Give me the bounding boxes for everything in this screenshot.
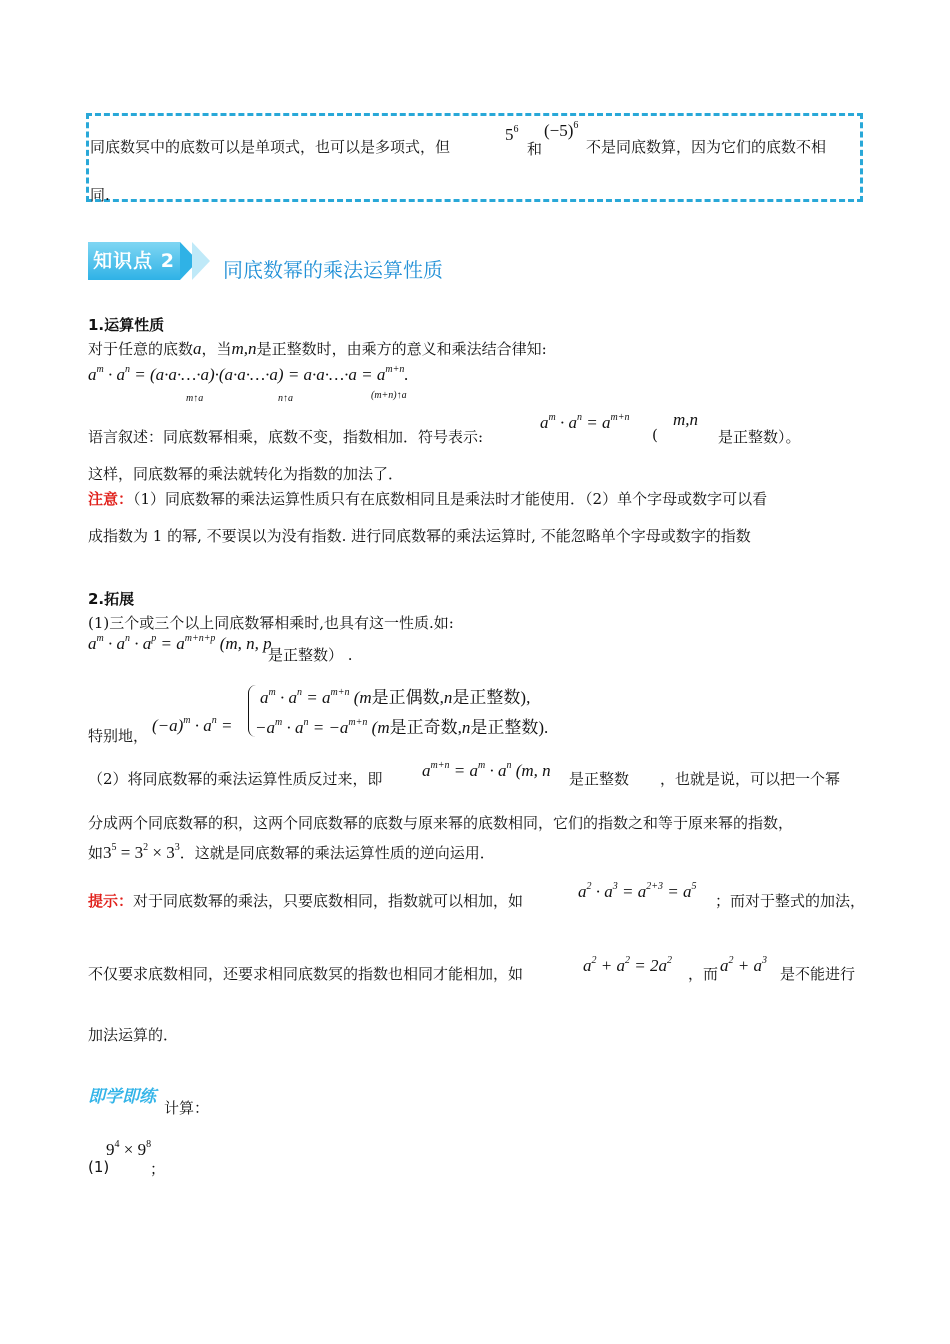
verbal-statement: 语言叙述：同底数幂相乘，底数不变，指数相加．符号表示: — [88, 428, 484, 446]
and-text: 和 — [527, 140, 543, 158]
item2-cond: 是正整数 — [569, 770, 630, 788]
conclusion: 这样，同底数幂的乘法就转化为指数的加法了． — [88, 465, 404, 483]
deriv-a: a — [88, 365, 97, 384]
rule-a1: a — [540, 413, 549, 432]
note-text: （1）同底数幂的乘法运算性质只有在底数相同且是乘法时才能使用．（2）单个字母或数字可以看 — [133, 490, 768, 508]
rule-cond-open: ( — [652, 426, 658, 444]
part2-heading: 2.拓展 — [88, 590, 135, 608]
part1-intro-b: ，当 — [201, 340, 232, 358]
underbrace-m: m↑a — [186, 393, 204, 404]
hint-line-2c: 是不能进行 — [780, 965, 856, 983]
intro-line-1b — [586, 136, 826, 157]
item2-ru: 如 — [88, 844, 104, 862]
intro-text-b: 不是同底数算，因为它们的底数不相 — [586, 138, 827, 156]
power-5-6 — [505, 125, 519, 145]
hint-line-1b: ；而对于整式的加法， — [715, 892, 866, 910]
hint-line-1 — [88, 890, 523, 911]
case1-cond2: 是正整数), — [452, 688, 531, 707]
part1-base: a — [193, 339, 202, 358]
rule-formula: $a^m \cdot a^n = a^{m+n}$ — [540, 412, 630, 432]
hint-formula-1: $a^2 \cdot a^3 = a^{2+3} = a^5$ — [578, 881, 697, 901]
hint-text-a: 对于同底数幂的乘法，只要底数相同，指数就可以相加，如 — [133, 892, 524, 910]
case-2: $-a^m \cdot a^n = -a^{m+n}$ (m是正奇数,n是正整数). — [255, 717, 549, 737]
part1-intro-c: 是正整数时，由乘方的意义和乘法结合律知: — [256, 340, 547, 358]
rule-cond-close: 是正整数）。 — [718, 428, 801, 446]
power2-exp: 6 — [573, 120, 579, 131]
case2-cond: 是正奇数, — [389, 718, 462, 737]
example-power-split: $3^5 = 3^2 \times 3^3$ — [103, 842, 180, 862]
part1-intro-a: 对于任意的底数 — [88, 340, 194, 358]
case1-cond: 是正偶数, — [371, 688, 444, 707]
triple-cond-text: 是正整数） — [268, 646, 344, 664]
power1-exp: 6 — [513, 124, 519, 135]
hint-line-2: 不仅要求底数相同，还要求相同底数冥的指数也相同才能相加，如 — [88, 965, 524, 983]
item2-line-1a: （2）将同底数幂的乘法运算性质反过来，即 — [88, 770, 383, 788]
q1-tail: ； — [150, 1160, 166, 1178]
note-line-1 — [88, 488, 767, 509]
triple-formula: $a^m \cdot a^n \cdot a^p = a^{m+n+p}$ (m, n, p — [88, 633, 272, 653]
intro-and — [527, 138, 542, 159]
power2-base: (−5) — [544, 121, 574, 140]
deriv-mid: = (a·a·…·a)·(a·a·…·a) = a·a·…·a = a — [129, 365, 386, 384]
underbrace-mn: (m+n)↑a — [371, 390, 407, 401]
rule-cond-mn: m,n — [673, 410, 699, 429]
note-label: 注意： — [88, 490, 134, 508]
practice-prompt: 计算： — [164, 1099, 210, 1117]
hint-line-3: 加法运算的． — [88, 1026, 179, 1044]
power1-base: 5 — [505, 125, 514, 144]
intro-line-2 — [90, 184, 110, 205]
triple-cond: 是正整数） . — [268, 646, 353, 664]
case2-cond2: 是正整数). — [470, 718, 549, 737]
hint-label: 提示： — [88, 892, 134, 910]
item2-line3-text: ．这就是同底数幂的乘法运算性质的逆向运用． — [179, 844, 495, 862]
part1-mn: m,n — [231, 339, 257, 358]
q1-expression: $9^4 \times 9^8$ — [106, 1139, 152, 1159]
underbrace-n: n↑a — [278, 393, 293, 404]
item2-line-1b: ，也就是说，可以把一个幂 — [660, 770, 841, 788]
item2-formula: $a^{m+n} = a^m \cdot a^n$ (m, n — [422, 760, 551, 780]
banner-arrow-light-icon — [192, 242, 210, 280]
derivation-formula: $a^m \cdot a^n$ = (a·a·…·a)·(a·a·…·a) = a·a·…·a = $a^{m+n}$. — [88, 364, 409, 384]
special-lhs: $(-a)^m \cdot a^n$ = — [152, 715, 233, 735]
part2-item1: (1)三个或三个以上同底数幂相乘时,也具有这一性质.如: — [88, 614, 454, 632]
note-line-2: 成指数为 1 的幂, 不要误以为没有指数. 进行同底数幂的乘法运算时, 不能忽略单个字母或数字的指数 — [88, 527, 751, 545]
deriv-lhs-tail: · a — [103, 365, 125, 384]
case-1: $a^m \cdot a^n = a^{m+n}$ (m是正偶数,n是正整数), — [260, 687, 531, 707]
practice-label: 即学即练 — [88, 1087, 156, 1107]
section-title: 同底数幂的乘法运算性质 — [223, 258, 443, 282]
section-tag: 知识点 2 — [88, 242, 180, 280]
intro-text-a: 同底数冥中的底数可以是单项式，也可以是多项式，但 — [90, 138, 451, 156]
intro-text-c: 同. — [90, 186, 110, 204]
hint-line-2b: ，而 — [688, 965, 719, 983]
power-neg5-6 — [544, 121, 578, 141]
special-label: 特别地， — [88, 727, 149, 745]
item2-line-3 — [88, 842, 495, 863]
intro-note-box — [86, 113, 863, 202]
item2-line-2: 分成两个同底数幂的积，这两个同底数幂的底数与原来幂的底数相同，它们的指数之和等于原来幂的指数， — [88, 814, 794, 832]
q1-label: (1) — [88, 1158, 110, 1176]
hint-formula-2: $a^2 + a^2 = 2a^2$ — [583, 955, 672, 975]
part1-heading: 1.运算性质 — [88, 316, 165, 334]
part1-intro — [88, 338, 547, 359]
intro-line-1 — [90, 136, 450, 157]
hint-formula-3: $a^2 + a^3$ — [720, 955, 767, 975]
